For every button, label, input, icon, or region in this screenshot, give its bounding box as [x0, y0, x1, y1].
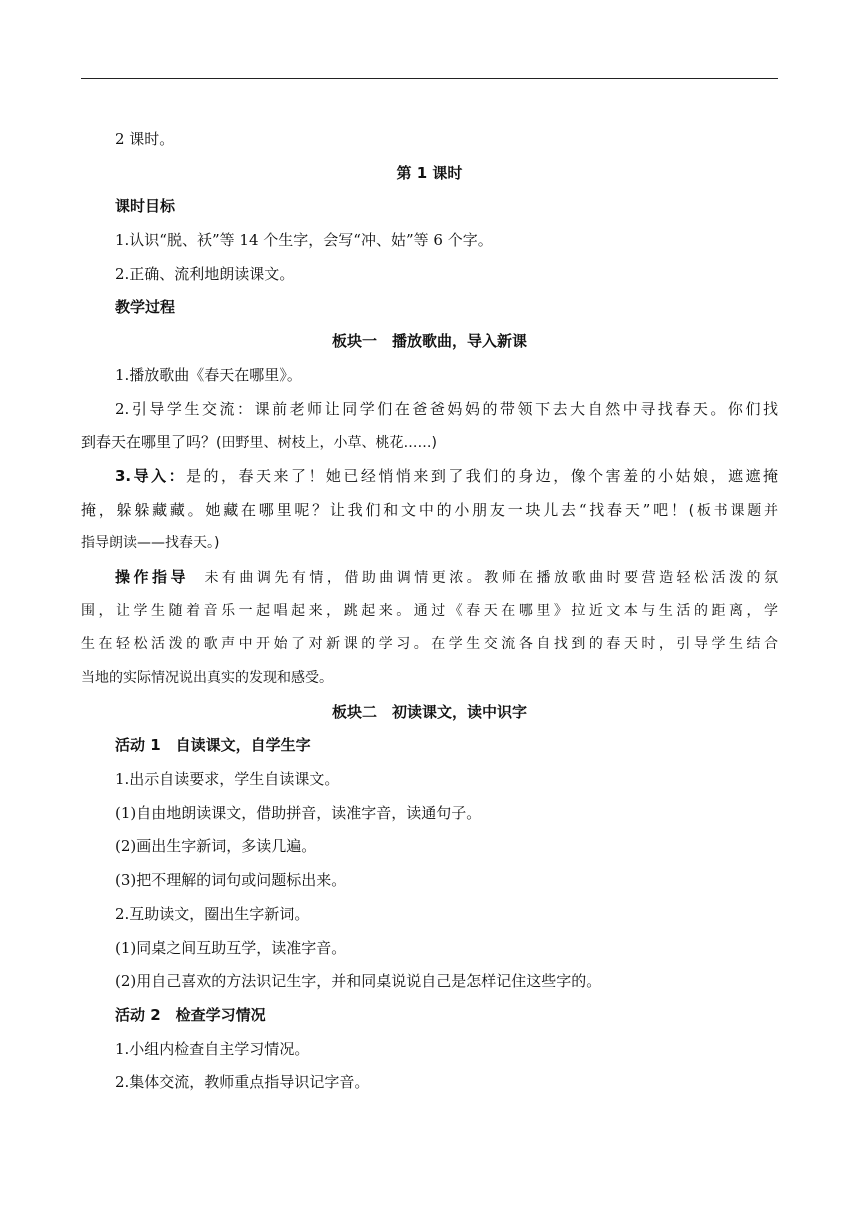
goal-item-1: 1.认识“脱、袄”等 14 个生字，会写“冲、姑”等 6 个字。 — [115, 231, 493, 250]
lesson-title: 第 1 课时 — [396, 163, 463, 182]
activity1-item: 1.出示自读要求，学生自读课文。 — [115, 770, 340, 789]
block1-p3-note: (板书课题并 — [688, 502, 779, 519]
block1-title: 板块一 播放歌曲，导入新课 — [331, 332, 527, 351]
header-rule — [81, 78, 778, 79]
guide-line1-text: 未有曲调先有情，借助曲调情更浓。教师在播放歌曲时要营造轻松活泼的氛 — [200, 569, 778, 586]
goals-heading: 课时目标 — [115, 197, 176, 216]
guide-label: 操作指导 — [115, 567, 189, 586]
block1-p3-line2 — [81, 494, 778, 528]
activity1-heading: 活动 1 自读课文，自学生字 — [115, 736, 311, 755]
activity2-item: 1.小组内检查自主学习情况。 — [115, 1039, 310, 1058]
activity1-item: (3)把不理解的词句或问题标出来。 — [115, 871, 347, 890]
block1-p1: 1.播放歌曲《春天在哪里》。 — [115, 365, 302, 384]
block1-p3-line3: 指导朗读——找春天。) — [81, 535, 220, 552]
activity1-item: 2.互助读文，圈出生字新词。 — [115, 904, 310, 923]
activity2-heading: 活动 2 检查学习情况 — [115, 1005, 266, 1024]
block1-p3-label: 3.导入： — [115, 466, 187, 485]
block1-p3-line2-text: 掩，躲躲藏藏。她藏在哪里呢？让我们和文中的小朋友一块儿去“找春天”吧！ — [81, 500, 689, 519]
block1-p2-line2 — [81, 426, 778, 460]
intro-text: 2 课时。 — [115, 130, 175, 148]
process-heading: 教学过程 — [115, 298, 176, 317]
document-page — [81, 123, 778, 1100]
block1-p2-line1: 2.引导学生交流：课前老师让同学们在爸爸妈妈的带领下去大自然中寻找春天。你们找 — [115, 399, 778, 418]
block1-p3-line1-text: 是的，春天来了！她已经悄悄来到了我们的身边，像个害羞的小姑娘，遮遮掩 — [186, 466, 778, 485]
activity1-item: (2)用自己喜欢的方法识记生字，并和同桌说说自己是怎样记住这些字的。 — [115, 972, 602, 991]
activity1-item: (2)画出生字新词，多读几遍。 — [115, 837, 317, 856]
guide-line4: 当地的实际情况说出真实的发现和感受。 — [81, 670, 333, 686]
guide-line2: 围，让学生随着音乐一起唱起来，跳起来。通过《春天在哪里》拉近文本与生活的距离，学 — [81, 602, 778, 619]
block1-p2-line2-text: 到春天在哪里了吗？ — [81, 433, 217, 452]
activity1-item: (1)自由地朗读课文，借助拼音，读准字音，读通句子。 — [115, 803, 482, 822]
block2-title: 板块二 初读课文，读中识字 — [331, 702, 527, 721]
block1-p3-line1 — [81, 460, 778, 494]
activity1-item: (1)同桌之间互助互学，读准字音。 — [115, 938, 347, 957]
goal-item-2: 2.正确、流利地朗读课文。 — [115, 264, 295, 283]
block1-p2-note: (田野里、树枝上，小草、桃花……) — [216, 435, 437, 452]
activity2-item: 2.集体交流，教师重点指导识记字音。 — [115, 1073, 370, 1092]
guide-line1 — [81, 561, 778, 595]
guide-line3: 生在轻松活泼的歌声中开始了对新课的学习。在学生交流各自找到的春天时，引导学生结合 — [81, 636, 778, 653]
